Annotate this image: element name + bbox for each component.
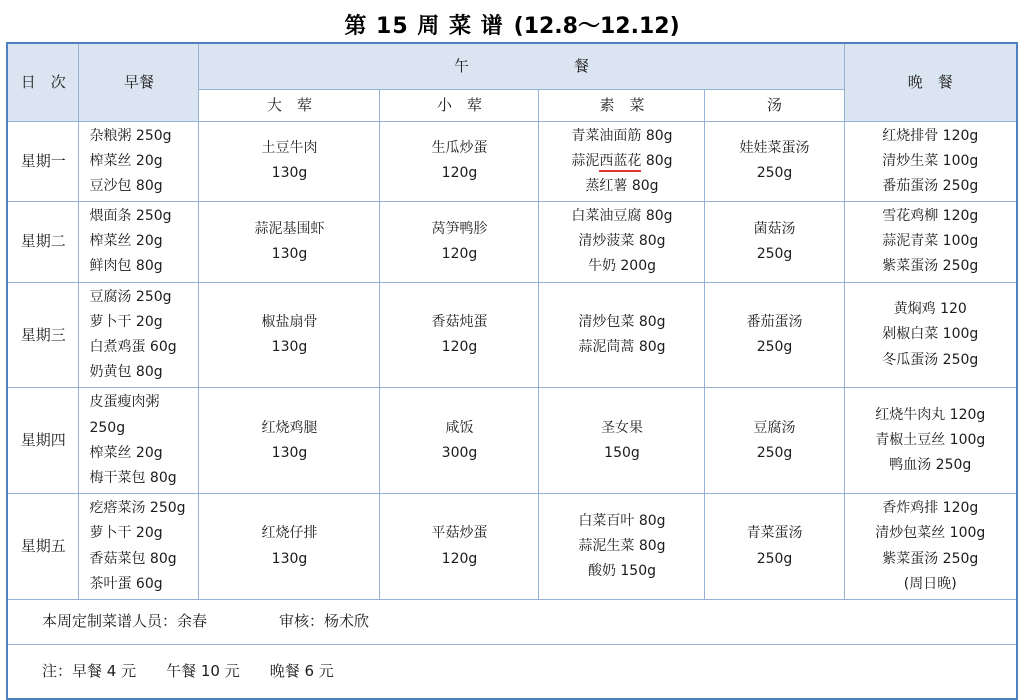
dish-name: 咸饭	[445, 419, 474, 436]
menu-line: 杂粮粥 250g	[89, 127, 172, 144]
header-breakfast: 早餐	[79, 43, 199, 121]
dish-name: 菌菇汤	[753, 220, 796, 237]
dish-name: 豆腐汤	[753, 419, 796, 436]
menu-line: 蒜泥茼蒿 80g	[578, 339, 666, 355]
breakfast-cell	[79, 202, 199, 283]
staff-cell	[7, 599, 1017, 644]
breakfast-cell	[79, 494, 199, 600]
menu-line: 蒸红薯 80g	[585, 177, 659, 194]
menu-line: 雪花鸡柳 120g	[882, 208, 979, 225]
header-lunch-small-meat: 小 荤	[380, 89, 539, 121]
menu-line: 酸奶 150g	[587, 563, 657, 580]
dinner-cell	[844, 202, 1017, 283]
dish-weight: 300g	[441, 444, 478, 461]
dish-name: 土豆牛肉	[261, 140, 318, 157]
header-lunch-vegetables: 素 菜	[539, 89, 705, 121]
header-lunch-soup: 汤	[705, 89, 844, 121]
dish-name: 娃娃菜蛋汤	[739, 140, 810, 157]
soup-cell	[705, 494, 844, 600]
main-meat-cell	[199, 121, 380, 202]
table-row-note	[7, 644, 1017, 699]
table-row-thursday	[7, 388, 1017, 494]
soup-cell	[705, 282, 844, 388]
table-row-monday	[7, 121, 1017, 202]
dish-text: 80g	[641, 152, 673, 169]
header-day: 日 次	[7, 43, 79, 121]
staff-text: 本周定制菜谱人员：余春	[41, 612, 207, 631]
dish-weight: 250g	[756, 339, 793, 355]
price-note-text: 注：早餐 4 元 午餐 10 元 晚餐 6 元	[41, 662, 334, 681]
dish-weight: 120g	[441, 165, 478, 182]
dish-weight: 130g	[271, 245, 308, 262]
menu-line: 红烧排骨 120g	[882, 127, 979, 144]
header-lunch-main-meat: 大 荤	[199, 89, 380, 121]
menu-line: 剁椒白菜 100g	[882, 326, 979, 343]
table-row-tuesday	[7, 202, 1017, 283]
menu-line: 蒜泥青菜 100g	[882, 233, 979, 250]
menu-line: 煨面条 250g	[89, 208, 172, 225]
menu-line: (周日晚)	[903, 575, 957, 592]
dish-weight: 130g	[271, 550, 308, 567]
page-title	[0, 0, 1024, 40]
dish-weight: 120g	[441, 339, 478, 355]
note-cell	[7, 644, 1017, 699]
small-meat-cell	[380, 494, 539, 600]
menu-line: 番茄蛋汤 250g	[882, 177, 979, 194]
table-row-wednesday	[7, 282, 1017, 388]
header-lunch: 午 餐	[199, 43, 844, 89]
menu-line: 清炒菠菜 80g	[578, 233, 666, 250]
menu-line: 茶叶蛋 60g	[89, 575, 163, 592]
dinner-cell	[844, 121, 1017, 202]
menu-line: 白菜油豆腐 80g	[571, 208, 673, 225]
menu-line: 豆腐汤 250g	[89, 288, 172, 305]
menu-line: 牛奶 200g	[587, 258, 657, 275]
menu-line: 香菇菜包 80g	[89, 550, 177, 567]
dish-name: 圣女果	[600, 419, 643, 436]
menu-line: 豆沙包 80g	[89, 177, 163, 194]
menu-line: 清炒生菜 100g	[882, 152, 979, 169]
dish-weight: 250g	[756, 550, 793, 567]
dish-weight: 250g	[756, 245, 793, 262]
dish-name: 红烧仔排	[261, 525, 318, 542]
dish-weight: 120g	[441, 245, 478, 262]
main-meat-cell	[199, 282, 380, 388]
day-cell: 星期一	[7, 121, 79, 202]
dish-name: 蒜泥基围虾	[254, 220, 325, 237]
vegetables-cell	[539, 121, 705, 202]
menu-line: 奶黄包 80g	[89, 364, 163, 381]
main-meat-cell	[199, 494, 380, 600]
dinner-cell	[844, 388, 1017, 494]
small-meat-cell	[380, 282, 539, 388]
table-row-friday	[7, 494, 1017, 600]
menu-line: 红烧牛肉丸 120g	[875, 406, 986, 423]
menu-line: 青菜油面筋 80g	[571, 127, 673, 144]
menu-line: 鲜肉包 80g	[89, 258, 163, 275]
menu-line: 清炒包菜 80g	[578, 313, 666, 330]
table-row-staff	[7, 599, 1017, 644]
dish-name: 椒盐扇骨	[261, 313, 318, 330]
dish-weight: 120g	[441, 550, 478, 567]
vegetables-cell	[539, 494, 705, 600]
dish-weight: 250g	[756, 444, 793, 461]
day-cell: 星期三	[7, 282, 79, 388]
day-cell: 星期五	[7, 494, 79, 600]
dish-text: 蒜泥	[571, 152, 600, 169]
menu-line: 黄焖鸡 120	[893, 301, 967, 318]
menu-week-title: 第 15 周 菜 谱	[344, 14, 504, 39]
review-text: 审核：杨术欣	[279, 612, 370, 631]
menu-line: 紫菜蛋汤 250g	[882, 258, 979, 275]
main-meat-cell	[199, 388, 380, 494]
dish-name: 平菇炒蛋	[431, 525, 488, 542]
soup-cell	[705, 388, 844, 494]
menu-line: 青椒土豆丝 100g	[875, 432, 986, 449]
breakfast-cell	[79, 388, 199, 494]
menu-line: 榨菜丝 20g	[89, 233, 163, 250]
weekly-menu-table	[6, 42, 1018, 700]
dinner-cell	[844, 282, 1017, 388]
menu-line: 清炒包菜丝 100g	[875, 525, 986, 542]
dish-weight: 130g	[271, 444, 308, 461]
dish-name: 青菜蛋汤	[746, 525, 803, 542]
dish-weight: 130g	[271, 339, 308, 355]
small-meat-cell	[380, 388, 539, 494]
dish-weight: 130g	[271, 165, 308, 182]
menu-line: 疙瘩菜汤 250g	[89, 500, 186, 517]
day-cell: 星期四	[7, 388, 79, 494]
red-underlined-text: 西蓝花	[599, 153, 641, 172]
dish-weight: 150g	[604, 444, 640, 461]
menu-line: 榨菜丝 20g	[89, 444, 163, 461]
menu-line: 冬瓜蛋汤 250g	[882, 351, 979, 368]
breakfast-cell	[79, 121, 199, 202]
soup-cell	[705, 121, 844, 202]
menu-line: 萝卜干 20g	[89, 525, 163, 542]
menu-line: 紫菜蛋汤 250g	[882, 550, 979, 567]
dish-name: 红烧鸡腿	[261, 419, 318, 436]
dish-name: 番茄蛋汤	[746, 313, 803, 330]
menu-line-corrected	[543, 149, 700, 174]
vegetables-cell	[539, 388, 705, 494]
menu-line: 梅干菜包 80g	[89, 469, 177, 486]
vegetables-cell	[539, 202, 705, 283]
dish-name: 香菇炖蛋	[431, 313, 488, 330]
menu-line: 皮蛋瘦肉粥 250g	[89, 394, 160, 436]
menu-line: 白煮鸡蛋 60g	[89, 339, 177, 355]
small-meat-cell	[380, 121, 539, 202]
soup-cell	[705, 202, 844, 283]
dish-weight: 250g	[756, 165, 793, 182]
menu-line: 香炸鸡排 120g	[882, 500, 979, 517]
breakfast-cell	[79, 282, 199, 388]
dish-name: 生瓜炒蛋	[431, 140, 488, 157]
menu-line: 蒜泥生菜 80g	[578, 537, 666, 554]
menu-line: 白菜百叶 80g	[578, 512, 666, 529]
menu-line: 鸭血汤 250g	[889, 457, 972, 474]
small-meat-cell	[380, 202, 539, 283]
main-meat-cell	[199, 202, 380, 283]
day-cell: 星期二	[7, 202, 79, 283]
menu-date-range: (12.8～12.12)	[513, 14, 680, 39]
dinner-cell	[844, 494, 1017, 600]
vegetables-cell	[539, 282, 705, 388]
dish-name: 莴笋鸭胗	[431, 220, 488, 237]
header-dinner: 晚 餐	[844, 43, 1017, 121]
menu-line: 萝卜干 20g	[89, 313, 163, 330]
menu-line: 榨菜丝 20g	[89, 152, 163, 169]
